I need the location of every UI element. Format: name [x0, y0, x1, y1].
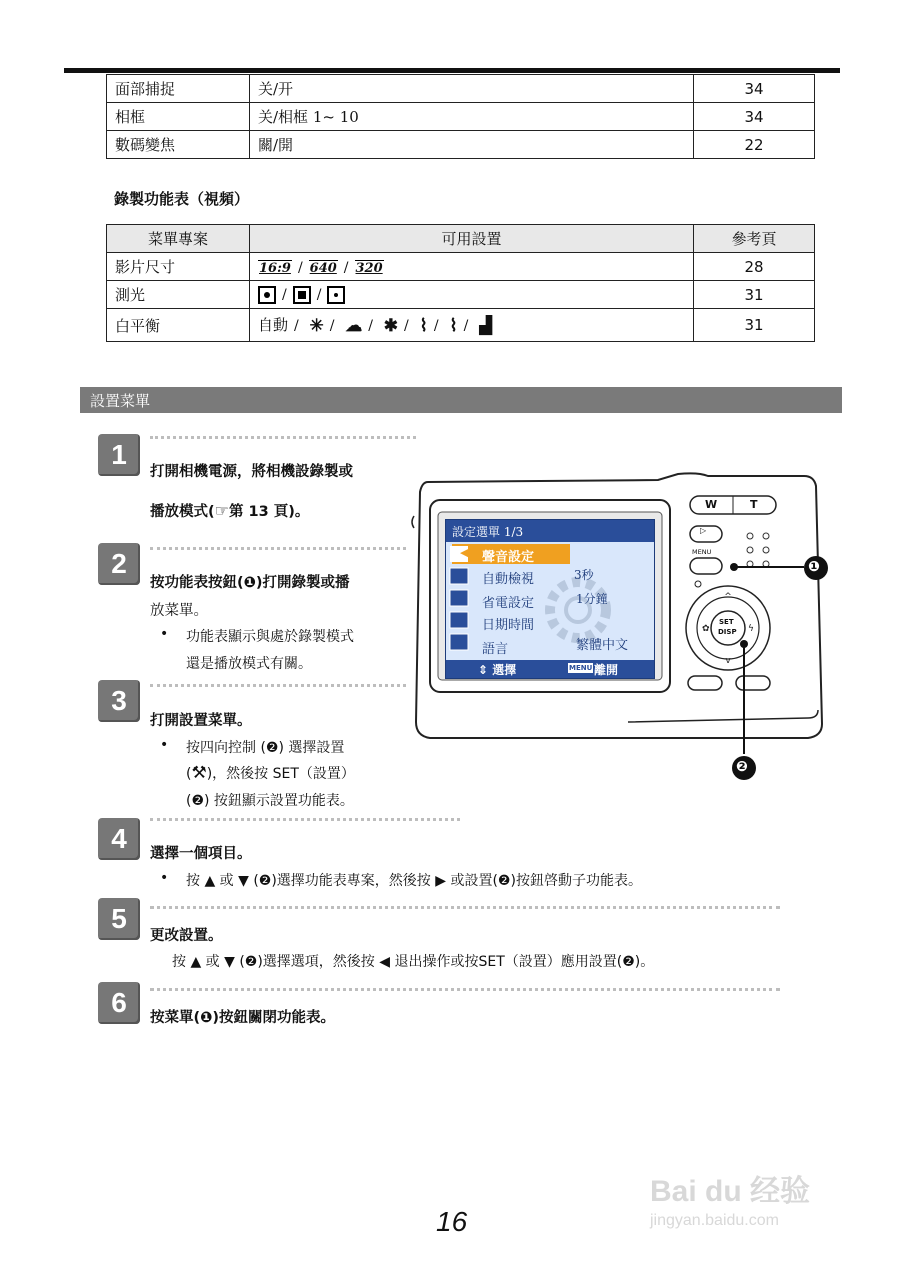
playback-icon[interactable]: ▷ — [700, 526, 707, 535]
callout-1: ❶ — [808, 559, 820, 575]
svg-text:v: v — [725, 656, 731, 666]
separator: / — [294, 318, 299, 334]
table-cell: 測光 — [107, 281, 250, 309]
step-text: 按功能表按鈕(❶)打開錄製或播 — [150, 575, 350, 591]
step-text: 打開設置菜單。 — [150, 713, 252, 729]
svg-text:^: ^ — [724, 592, 732, 602]
separator: / — [368, 318, 373, 334]
step-number: 6 — [98, 982, 140, 1024]
zoom-tele-button[interactable]: T — [750, 498, 758, 511]
metering-options — [250, 281, 694, 309]
screen-menu-item: 日期時間 — [482, 618, 535, 633]
size-169-icon: 16:9 — [259, 260, 291, 276]
spot-meter-icon — [327, 286, 345, 304]
fluorescent-l-icon: ⌇ — [449, 316, 458, 336]
bullet-dot: • — [160, 870, 169, 886]
settings-table-1 — [106, 74, 815, 159]
svg-text:ϟ: ϟ — [748, 624, 754, 634]
screen-menu-title: 設定選單 1/3 — [452, 525, 524, 539]
disp-button[interactable]: DISP — [718, 628, 737, 636]
step-text — [150, 500, 309, 521]
separator: / — [316, 287, 322, 303]
step-text: 打開相機電源，將相機設錄製或 — [150, 464, 353, 480]
hand-pointer-icon: ☞ — [214, 501, 229, 520]
menu-key-icon: MENU — [569, 664, 593, 672]
bullet-text-part: ( — [186, 766, 192, 782]
dotted-divider — [150, 547, 406, 550]
center-weighted-meter-icon — [258, 286, 276, 304]
table-cell: 关/开 — [250, 75, 694, 103]
table-cell: 34 — [694, 75, 815, 103]
custom-wb-icon: ▟ — [479, 316, 493, 336]
svg-text:✿: ✿ — [702, 624, 710, 634]
bullet-text: 按四向控制 (❷) 選擇設置 — [186, 740, 345, 756]
separator: / — [463, 318, 469, 334]
zoom-wide-button[interactable]: W — [705, 498, 718, 511]
section-header-bar — [80, 387, 842, 413]
step-text-part: 第 13 頁)。 — [228, 504, 310, 520]
step-text-part: 播放模式( — [150, 504, 215, 520]
screen-footer-select: ⇕ 選擇 — [478, 663, 517, 677]
screen-menu-item: 聲音設定 — [482, 550, 535, 565]
step-number: 4 — [98, 818, 140, 860]
table-cell: 28 — [694, 253, 815, 281]
table-caption: 錄製功能表（視頻） — [114, 190, 250, 208]
bullet-text: 還是播放模式有關。 — [186, 656, 312, 672]
separator: / — [282, 287, 287, 303]
step-text: 放菜單。 — [150, 603, 208, 619]
table-cell: 关/相框 1~ 10 — [250, 103, 694, 131]
table-cell: 34 — [694, 103, 815, 131]
bullet-text-part: )，然後按 SET（設置） — [206, 766, 355, 782]
cloudy-icon: ☁ — [345, 316, 363, 336]
camera-back-illustration — [408, 462, 834, 784]
table-header-row — [107, 225, 815, 253]
table-row — [107, 103, 815, 131]
separator: / — [404, 318, 409, 334]
dotted-divider — [150, 684, 406, 687]
size-640-icon: 640 — [309, 260, 337, 276]
table-cell: 關/開 — [250, 131, 694, 159]
wb-auto-label: 自動 — [258, 316, 289, 334]
separator: / — [343, 259, 349, 276]
table-cell: 數碼變焦 — [107, 131, 250, 159]
screen-footer-exit: 離開 — [594, 663, 619, 677]
top-rule — [64, 68, 840, 73]
table-cell: 31 — [694, 281, 815, 309]
screen-menu-value: 1分鐘 — [576, 592, 608, 606]
white-balance-options — [250, 309, 694, 342]
table-row — [107, 309, 815, 342]
step-text: 選擇一個項目。 — [150, 846, 252, 862]
bullet-text: 功能表顯示與處於錄製模式 — [186, 629, 354, 645]
step-text: 更改設置。 — [150, 928, 223, 944]
movie-size-options — [250, 253, 694, 281]
table-row — [107, 75, 815, 103]
callout-2: ❷ — [736, 759, 748, 775]
table-row — [107, 253, 815, 281]
step-number: 5 — [98, 898, 140, 940]
daylight-icon: ✳ — [309, 316, 324, 336]
video-menu-table — [106, 224, 815, 342]
section-title: 設置菜單 — [90, 392, 151, 410]
bullet-text — [186, 763, 355, 783]
separator: / — [433, 318, 439, 334]
step-number: 3 — [98, 680, 140, 722]
table-cell: 22 — [694, 131, 815, 159]
average-meter-icon — [293, 286, 311, 304]
bullet-dot: • — [160, 737, 169, 753]
step-number: 2 — [98, 543, 140, 585]
bullet-text: (❷) 按鈕顯示設置功能表。 — [186, 793, 354, 809]
table-row — [107, 281, 815, 309]
screen-menu-value: 3秒 — [574, 568, 594, 582]
dotted-divider — [150, 818, 460, 821]
dotted-divider — [150, 436, 416, 439]
size-320-icon: 320 — [355, 260, 383, 276]
screen-menu-item: 省電設定 — [482, 596, 535, 611]
screen-menu-value: 繁體中文 — [576, 638, 629, 653]
table-cell: 31 — [694, 309, 815, 342]
separator: / — [329, 318, 335, 334]
watermark-logo: Bai du 经验 — [650, 1175, 811, 1208]
table-cell: 白平衡 — [107, 309, 250, 342]
screen-menu-item: 自動檢視 — [482, 572, 535, 587]
bullet-dot: • — [160, 626, 169, 642]
set-button[interactable]: SET — [719, 618, 734, 626]
table-cell: 相框 — [107, 103, 250, 131]
menu-button-label: MENU — [692, 548, 712, 556]
dotted-divider — [150, 988, 780, 991]
column-header: 參考頁 — [694, 225, 815, 253]
speaker-icon: ◀) — [460, 546, 473, 559]
dotted-divider — [150, 906, 780, 909]
table-cell: 面部捕捉 — [107, 75, 250, 103]
footer-select-label: 選擇 — [492, 663, 517, 677]
separator: / — [297, 259, 303, 276]
step-text: 按菜單(❶)按鈕關閉功能表。 — [150, 1010, 336, 1026]
bullet-text: 按 ▲ 或 ▼ (❷)選擇選項，然後按 ◀ 退出操作或按SET（設置）應用設置(❷)。 — [172, 954, 655, 970]
column-header: 菜單專案 — [107, 225, 250, 253]
table-cell: 影片尺寸 — [107, 253, 250, 281]
table-row — [107, 131, 815, 159]
watermark-url: jingyan.baidu.com — [650, 1212, 779, 1229]
tungsten-icon: ✱ — [383, 316, 399, 336]
screen-menu-item: 語言 — [482, 642, 509, 657]
page-number: 16 — [436, 1206, 468, 1237]
setup-wrench-icon: ⚒ — [191, 763, 207, 783]
step-number: 1 — [98, 434, 140, 476]
column-header: 可用設置 — [250, 225, 694, 253]
bullet-text: 按 ▲ 或 ▼ (❷)選擇功能表專案，然後按 ▶ 或設置(❷)按鈕啓動子功能表。 — [186, 873, 642, 889]
fluorescent-h-icon: ⌇ — [419, 316, 428, 336]
